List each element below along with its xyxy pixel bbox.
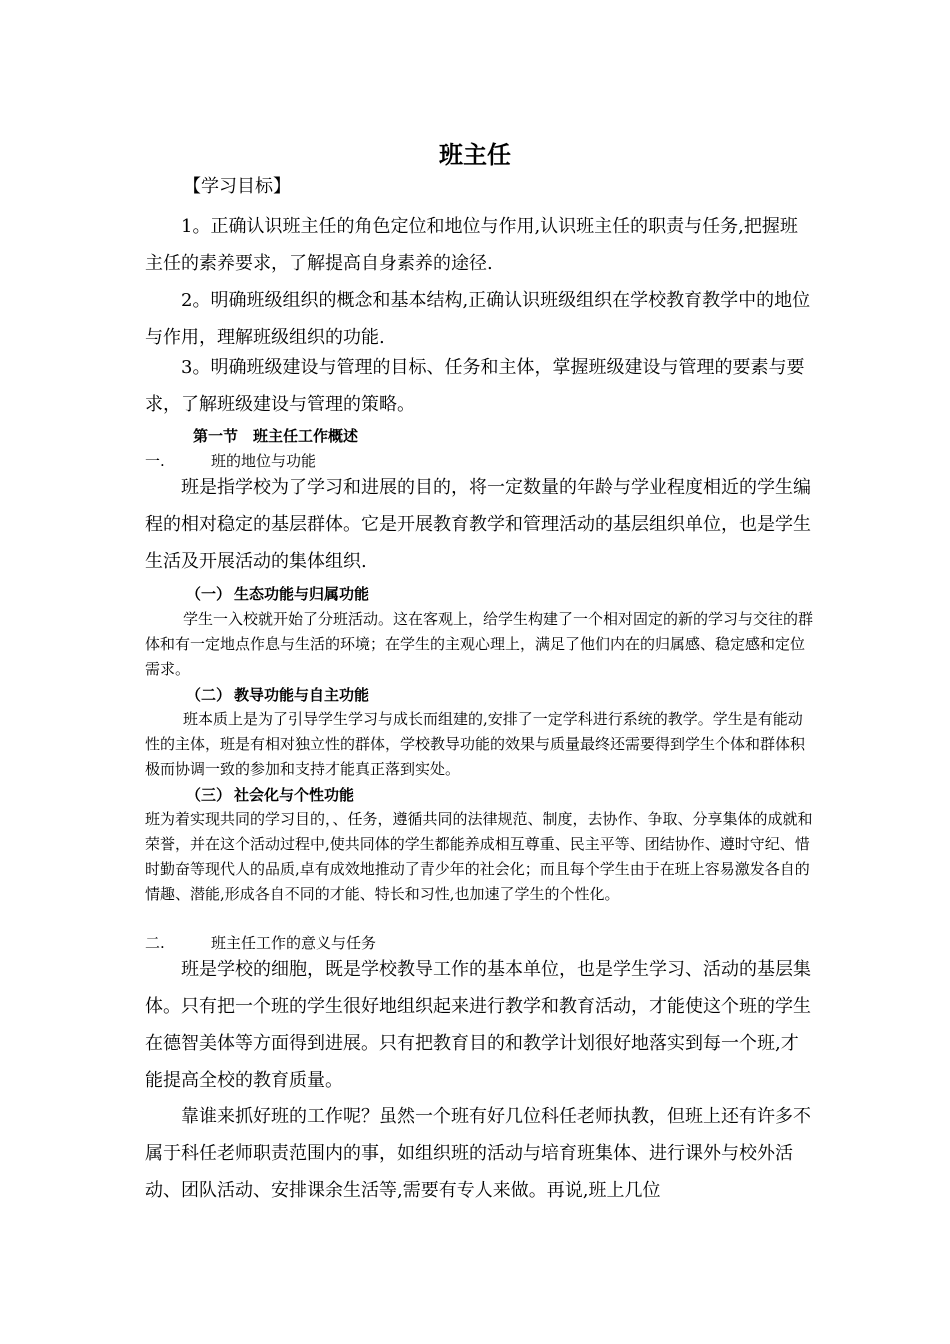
part2-paragraph-2: 靠谁来抓好班的工作呢？虽然一个班有好几位科任老师执教，但班上还有许多不属于科任老师职责范围内的事，如组织班的活动与培育班集体、进行课外与校外活动、团队活动、安排课余生活等,需要有专人来做。再说,班上几位 — [145, 1106, 811, 1201]
sub2-heading — [186, 684, 369, 706]
objectives-label: 【学习目标】 — [183, 176, 291, 197]
part1-title: 班的地位与功能 — [211, 452, 317, 470]
sub3-heading — [186, 784, 354, 806]
document-title: 班主任 — [439, 141, 511, 169]
sub3-number: （三） — [186, 786, 232, 804]
sub3-text: 班为着实现共同的学习目的，、任务，遵循共同的法律规范、制度，去协作、争取、分享集体的成就和荣誉，并在这个活动过程中,使共同体的学生都能养成相互尊重、民主平等、团结协作、遵时守纪、惜时勤奋等现代人的品质,卓有成效地推动了青少年的社会化；而且每个学生由于在班上容易激发各自的情趣、潜能,形成各自不同的才能、特长和习性,也加速了学生的个性化。 — [145, 810, 813, 903]
section-heading: 第一节 班主任工作概述 — [193, 427, 359, 445]
part2-number: 二. — [145, 934, 165, 952]
objective-1: 1。正确认识班主任的角色定位和地位与作用,认识班主任的职责与任务,把握班主任的素养要求，了解提高自身素养的途径. — [145, 216, 798, 274]
sub2-text: 班本质上是为了引导学生学习与成长而组建的,安排了一定学科进行系统的教学。学生是有能动性的主体，班是有相对独立性的群体，学校教导功能的效果与质量最终还需要得到学生个体和群体积极而协调一致的参加和支持才能真正落到实处。 — [145, 710, 806, 778]
sub1-number: （一） — [186, 585, 232, 603]
part1-intro: 班是指学校为了学习和进展的目的，将一定数量的年龄与学业程度相近的学生编程的相对稳定的基层群体。它是开展教育教学和管理活动的基层组织单位，也是学生生活及开展活动的集体组织. — [145, 477, 811, 572]
part2-title: 班主任工作的意义与任务 — [211, 934, 377, 952]
objective-3: 3。明确班级建设与管理的目标、任务和主体，掌握班级建设与管理的要素与要求，了解班级建设与管理的策略。 — [145, 357, 805, 415]
part2-paragraph-1: 班是学校的细胞，既是学校教导工作的基本单位，也是学生学习、活动的基层集体。只有把一个班的学生很好地组织起来进行教学和教育活动，才能使这个班的学生在德智美体等方面得到进展。只有把教育目的和教学计划很好地落实到每一个班,才能提高全校的教育质量。 — [145, 959, 811, 1091]
sub3-title: 社会化与个性功能 — [234, 786, 355, 804]
sub1-title: 生态功能与归属功能 — [234, 585, 370, 603]
sub1-text: 学生一入校就开始了分班活动。这在客观上，给学生构建了一个相对固定的新的学习与交往的群体和有一定地点作息与生活的环境；在学生的主观心理上，满足了他们内在的归属感、稳定感和定位需求。 — [145, 610, 814, 678]
sub2-title: 教导功能与自主功能 — [234, 686, 370, 704]
part1-number: 一. — [145, 452, 165, 470]
sub1-heading — [186, 583, 369, 605]
sub2-number: （二） — [186, 686, 232, 704]
objective-2: 2。明确班级组织的概念和基本结构,正确认识班级组织在学校教育教学中的地位与作用，理解班级组织的功能. — [145, 290, 811, 348]
